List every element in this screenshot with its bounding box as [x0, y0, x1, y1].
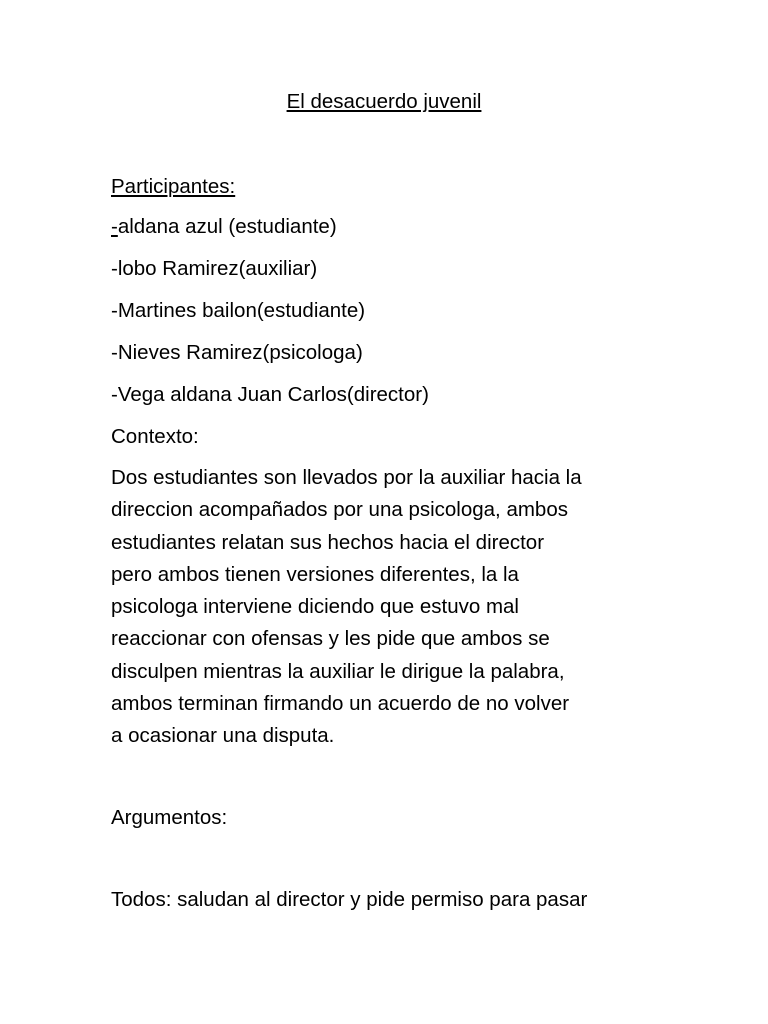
- context-line: psicologa interviene diciendo que estuvo mal: [111, 595, 519, 619]
- participant-dash: -: [111, 215, 118, 238]
- context-line: Dos estudiantes son llevados por la auxiliar hacia la: [111, 466, 582, 489]
- participant-text: aldana azul (estudiante): [117, 215, 337, 238]
- context-heading: Contexto:: [111, 425, 199, 448]
- participant-item: -Vega aldana Juan Carlos(director): [111, 383, 429, 406]
- document-title: El desacuerdo juvenil: [286, 90, 482, 113]
- context-line: pero ambos tienen versiones diferentes, la la: [111, 562, 519, 586]
- participant-item: -lobo Ramirez(auxiliar): [111, 257, 318, 280]
- context-line: a ocasionar una disputa.: [111, 724, 335, 748]
- arguments-heading: Argumentos:: [111, 806, 228, 829]
- participants-heading: Participantes:: [111, 175, 236, 198]
- context-line: ambos terminan firmando un acuerdo de no volver: [111, 692, 570, 716]
- context-line: reaccionar con ofensas y les pide que ambos se: [111, 627, 550, 651]
- context-paragraph: [111, 462, 671, 753]
- participant-item: [111, 215, 337, 239]
- context-line: direccion acompañados por una psicologa, ambos: [111, 498, 568, 522]
- participant-item: -Martines bailon(estudiante): [111, 299, 366, 322]
- context-line: estudiantes relatan sus hechos hacia el director: [111, 530, 545, 554]
- participant-item: -Nieves Ramirez(psicologa): [111, 341, 363, 364]
- arguments-line: Todos: saludan al director y pide permiso para pasar: [111, 888, 588, 911]
- context-line: disculpen mientras la auxiliar le dirigue la palabra,: [111, 659, 565, 683]
